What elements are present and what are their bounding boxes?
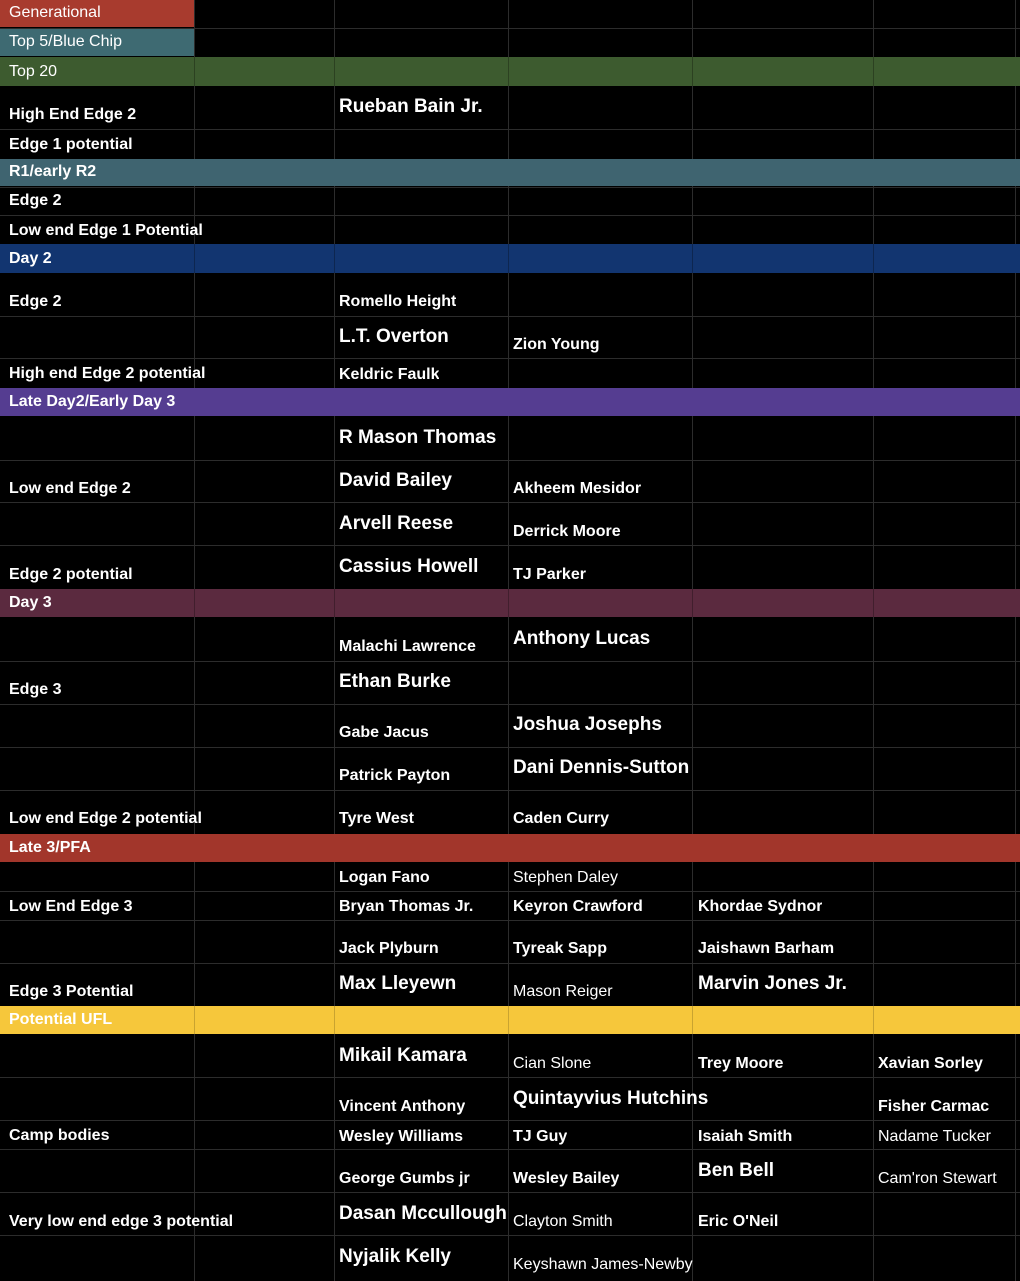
player-cell[interactable]: Xavian Sorley xyxy=(878,1055,983,1072)
player-cell[interactable]: Nyjalik Kelly xyxy=(339,1246,451,1267)
row-divider xyxy=(0,963,1020,964)
legend-generational-label: Generational xyxy=(9,4,101,21)
player-cell[interactable]: Quintayvius Hutchins xyxy=(513,1088,709,1109)
row-divider xyxy=(0,1120,1020,1121)
player-cell[interactable]: Cassius Howell xyxy=(339,556,479,577)
band-divider xyxy=(508,244,509,273)
row-divider xyxy=(0,316,1020,317)
row-divider xyxy=(0,1235,1020,1236)
player-cell[interactable]: Tyreak Sapp xyxy=(513,940,607,957)
player-cell[interactable]: Patrick Payton xyxy=(339,767,451,784)
tier-late3-band xyxy=(0,834,1020,862)
player-cell[interactable]: Mikail Kamara xyxy=(339,1045,467,1066)
band-divider xyxy=(194,57,195,86)
row-divider xyxy=(0,747,1020,748)
player-cell[interactable]: Keyron Crawford xyxy=(513,898,643,915)
player-cell[interactable]: Dasan Mccullough xyxy=(339,1203,507,1224)
player-cell[interactable]: Wesley Bailey xyxy=(513,1170,620,1187)
row-label-edge2-day2: Edge 2 xyxy=(9,293,62,310)
player-cell[interactable]: Mason Reiger xyxy=(513,983,613,1000)
row-divider xyxy=(0,1077,1020,1078)
player-cell[interactable]: Keldric Faulk xyxy=(339,366,440,383)
row-label-edge2: Edge 2 xyxy=(9,192,62,209)
row-divider xyxy=(0,460,1020,461)
player-cell[interactable]: George Gumbs jr xyxy=(339,1170,470,1187)
row-label-low-end-edge1: Low end Edge 1 Potential xyxy=(9,222,203,239)
player-cell[interactable]: Isaiah Smith xyxy=(698,1128,793,1145)
row-label-edge1-potential: Edge 1 potential xyxy=(9,136,133,153)
row-divider xyxy=(0,187,1020,188)
row-divider xyxy=(0,215,1020,216)
player-cell[interactable]: Keyshawn James-Newby xyxy=(513,1256,693,1273)
row-label-edge2-potential: Edge 2 potential xyxy=(9,566,133,583)
band-divider xyxy=(873,57,874,86)
player-cell[interactable]: Marvin Jones Jr. xyxy=(698,973,847,994)
legend-top20 xyxy=(0,57,1020,86)
player-cell[interactable]: Dani Dennis-Sutton xyxy=(513,757,690,778)
player-cell[interactable]: Ben Bell xyxy=(698,1160,775,1181)
player-cell[interactable]: Gabe Jacus xyxy=(339,724,429,741)
player-cell[interactable]: Wesley Williams xyxy=(339,1128,464,1145)
band-divider xyxy=(334,1006,335,1034)
legend-top5 xyxy=(0,29,194,56)
tier-day3-label: Day 3 xyxy=(9,594,52,611)
player-cell[interactable]: Bryan Thomas Jr. xyxy=(339,898,474,915)
player-cell[interactable]: TJ Guy xyxy=(513,1128,568,1145)
tier-ufl-band xyxy=(0,1006,1020,1034)
tier-day2-label: Day 2 xyxy=(9,250,52,267)
row-label-edge3-potential: Edge 3 Potential xyxy=(9,983,134,1000)
column-divider xyxy=(194,0,195,1281)
player-cell[interactable]: David Bailey xyxy=(339,470,452,491)
band-divider xyxy=(508,589,509,617)
row-label-low-end-edge2: Low end Edge 2 xyxy=(9,480,131,497)
player-cell[interactable]: Khordae Sydnor xyxy=(698,898,823,915)
tier-day2-band xyxy=(0,244,1020,273)
row-divider xyxy=(0,920,1020,921)
row-divider xyxy=(0,358,1020,359)
player-cell[interactable]: R Mason Thomas xyxy=(339,427,497,448)
player-cell[interactable]: Jaishawn Barham xyxy=(698,940,835,957)
player-cell[interactable]: Rueban Bain Jr. xyxy=(339,96,483,117)
row-label-high-end-edge2-potential: High end Edge 2 potential xyxy=(9,365,206,382)
player-cell[interactable]: Malachi Lawrence xyxy=(339,638,476,655)
player-cell[interactable]: Joshua Josephs xyxy=(513,714,662,735)
band-divider xyxy=(194,589,195,617)
row-label-low-end-edge3: Low End Edge 3 xyxy=(9,898,133,915)
tier-ufl-label: Potential UFL xyxy=(9,1011,113,1028)
band-divider xyxy=(334,57,335,86)
player-cell[interactable]: Eric O'Neil xyxy=(698,1213,779,1230)
player-cell[interactable]: Ethan Burke xyxy=(339,671,451,692)
band-divider xyxy=(692,57,693,86)
tier-day3-band xyxy=(0,589,1020,617)
player-cell[interactable]: Zion Young xyxy=(513,336,600,353)
player-cell[interactable]: Stephen Daley xyxy=(513,869,618,886)
band-divider xyxy=(334,244,335,273)
band-divider xyxy=(194,1006,195,1034)
band-divider xyxy=(508,1006,509,1034)
tier-r1-label: R1/early R2 xyxy=(9,163,97,180)
row-divider xyxy=(0,502,1020,503)
row-label-low-end-edge2-potential: Low end Edge 2 potential xyxy=(9,810,202,827)
player-cell[interactable]: Nadame Tucker xyxy=(878,1128,991,1145)
row-divider xyxy=(0,1192,1020,1193)
row-divider xyxy=(0,790,1020,791)
tier-late-day2-label: Late Day2/Early Day 3 xyxy=(9,393,176,410)
player-cell[interactable]: Caden Curry xyxy=(513,810,610,827)
column-divider xyxy=(508,0,509,1281)
tier-late3-label: Late 3/PFA xyxy=(9,839,91,856)
tier-late-day2-band xyxy=(0,388,1020,416)
player-cell[interactable]: Fisher Carmac xyxy=(878,1098,990,1115)
row-divider xyxy=(0,704,1020,705)
row-divider xyxy=(0,661,1020,662)
tier-r1-band xyxy=(0,159,1020,186)
row-divider xyxy=(0,129,1020,130)
row-divider xyxy=(0,891,1020,892)
legend-top20-label: Top 20 xyxy=(9,63,58,80)
player-cell[interactable]: Tyre West xyxy=(339,810,414,827)
player-cell[interactable]: Jack Plyburn xyxy=(339,940,439,957)
legend-generational xyxy=(0,0,194,27)
player-cell[interactable]: Anthony Lucas xyxy=(513,628,651,649)
player-cell[interactable]: Derrick Moore xyxy=(513,523,621,540)
player-cell[interactable]: Logan Fano xyxy=(339,869,430,886)
row-label-edge3: Edge 3 xyxy=(9,681,62,698)
player-cell[interactable]: Cian Slone xyxy=(513,1055,592,1072)
player-cell[interactable]: Vincent Anthony xyxy=(339,1098,466,1115)
player-cell[interactable]: L.T. Overton xyxy=(339,326,449,347)
band-divider xyxy=(334,589,335,617)
column-divider xyxy=(334,0,335,1281)
player-cell[interactable]: Clayton Smith xyxy=(513,1213,613,1230)
band-divider xyxy=(692,244,693,273)
row-divider xyxy=(0,1149,1020,1150)
player-cell[interactable]: Romello Height xyxy=(339,293,457,310)
player-cell[interactable]: Cam'ron Stewart xyxy=(878,1170,997,1187)
player-cell[interactable]: Arvell Reese xyxy=(339,513,454,534)
row-label-high-end-edge2: High End Edge 2 xyxy=(9,106,137,123)
band-divider xyxy=(692,1006,693,1034)
row-label-camp-bodies: Camp bodies xyxy=(9,1127,110,1144)
column-divider xyxy=(1015,0,1016,1281)
player-cell[interactable]: TJ Parker xyxy=(513,566,586,583)
band-divider xyxy=(194,244,195,273)
row-divider xyxy=(0,545,1020,546)
player-cell[interactable]: Trey Moore xyxy=(698,1055,784,1072)
row-label-very-low-end: Very low end edge 3 potential xyxy=(9,1213,234,1230)
player-cell[interactable]: Max Lleyewn xyxy=(339,973,457,994)
band-divider xyxy=(873,589,874,617)
band-divider xyxy=(692,589,693,617)
column-divider xyxy=(873,0,874,1281)
band-divider xyxy=(508,57,509,86)
band-divider xyxy=(873,1006,874,1034)
legend-top5-label: Top 5/Blue Chip xyxy=(9,33,122,50)
player-cell[interactable]: Akheem Mesidor xyxy=(513,480,642,497)
band-divider xyxy=(873,244,874,273)
